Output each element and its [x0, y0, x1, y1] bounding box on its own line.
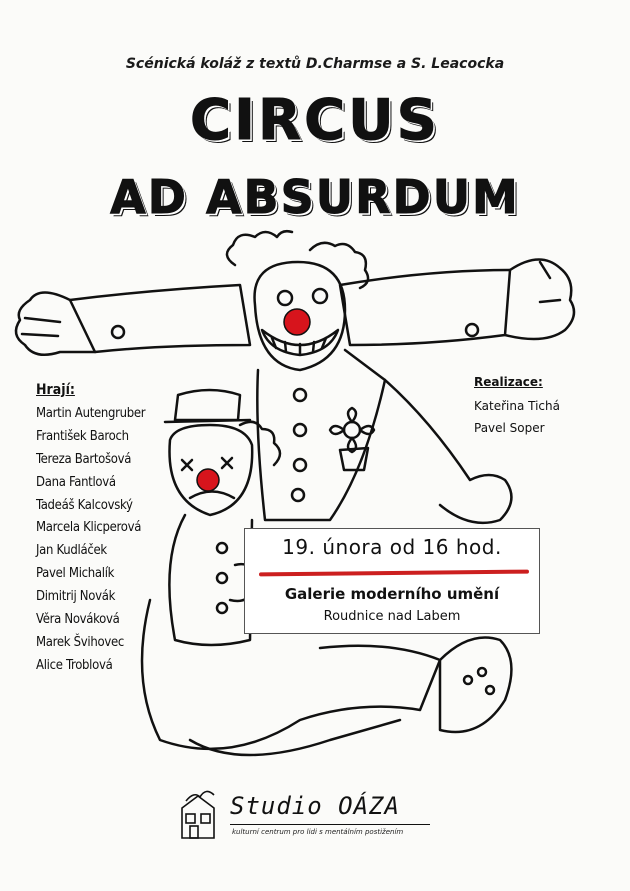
crew-member: Kateřina Tichá: [474, 399, 560, 413]
crew-list: [474, 396, 560, 440]
cast-member: Věra Nováková: [36, 612, 120, 628]
cast-member: Tereza Bartošová: [36, 451, 132, 467]
cast-member: Alice Troblová: [36, 657, 113, 673]
cast-member: Martin Autengruber: [36, 406, 146, 421]
cast-member: Dana Fantlová: [36, 474, 116, 490]
studio-divider: [230, 824, 430, 825]
crew-member: Pavel Soper: [474, 421, 545, 435]
date-underline: [259, 570, 529, 577]
studio-tagline: kulturní centrum pro lidi s mentálním postižením: [232, 828, 404, 836]
cast-member: Tadeáš Kalcovský: [36, 497, 133, 513]
cast-list: [36, 404, 145, 679]
cast-label: Hrají:: [36, 382, 75, 398]
title-ad-absurdum: AD ABSURDUM: [110, 170, 520, 224]
subtitle: Scénická koláž z textů D.Charmse a S. Leacocka: [125, 56, 505, 72]
event-date: 19. února od 16 hod.: [282, 535, 502, 559]
event-venue: Galerie moderního umění: [284, 585, 500, 603]
cast-member: Dimitrij Novák: [36, 589, 116, 605]
studio-logo-text: Studio OÁZA: [230, 792, 400, 820]
event-info-box: [244, 528, 540, 634]
cast-member: František Baroch: [36, 428, 129, 444]
event-city: Roudnice nad Labem: [323, 609, 461, 624]
cast-member: Marcela Klicperová: [36, 520, 142, 536]
crew-label: Realizace:: [474, 375, 543, 389]
cast-member: Marek Švihovec: [36, 634, 124, 650]
cast-member: Jan Kudláček: [36, 543, 107, 559]
cast-member: Pavel Michalík: [36, 566, 115, 582]
title-circus: CIRCUS: [190, 88, 440, 153]
